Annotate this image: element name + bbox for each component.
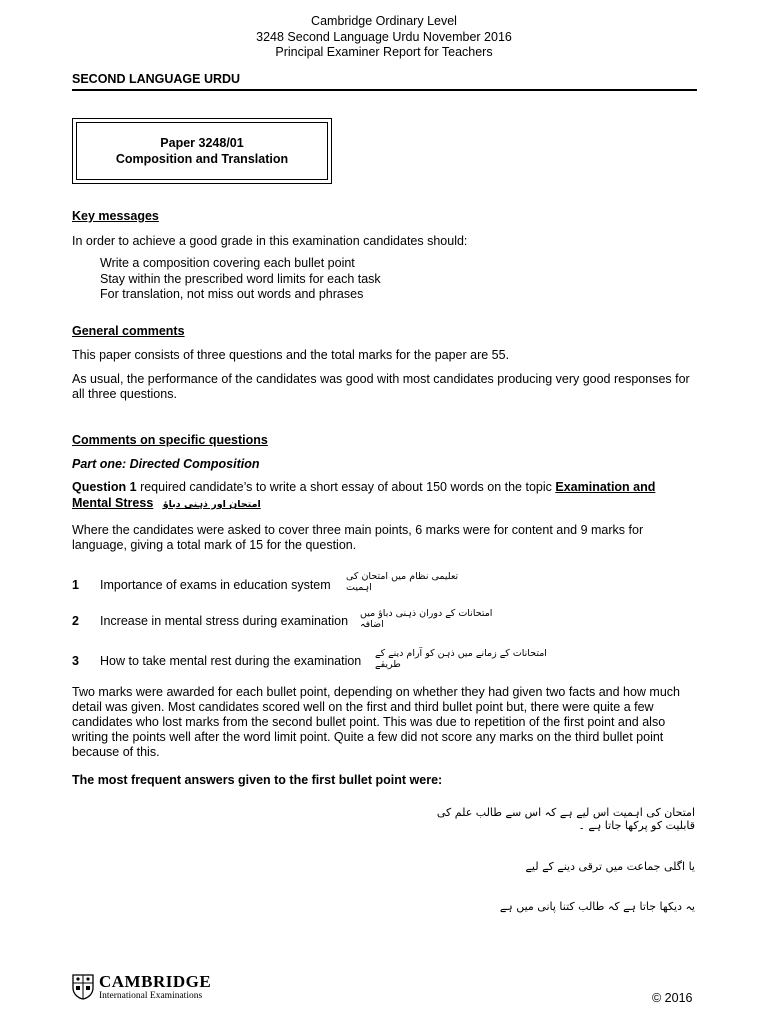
point-number: 3: [72, 654, 79, 668]
general-comments-heading: General comments: [72, 324, 185, 338]
point-number: 2: [72, 614, 79, 628]
report-header-line1: Cambridge Ordinary Level: [311, 14, 457, 28]
question1-marks-para: Where the candidates were asked to cover three main points, 6 marks were for content and 9 marks for language, giving a total mark of 15 for the question.: [72, 523, 644, 552]
part-one-heading: Part one: Directed Composition: [72, 457, 260, 471]
point-urdu: امتحانات کے دوران ذہنی دباؤ میں اضافہ: [360, 608, 493, 630]
question1-text: required candidate’s to write a short essay of about 150 words on the topic: [136, 480, 556, 494]
point-text: Increase in mental stress during examination: [100, 614, 349, 628]
key-message-item: For translation, not miss out words and phrases: [100, 287, 364, 301]
urdu-answer: امتحان کی اہمیت اس لیے ہے کہ اس سے طالب علم کی قابلیت کو پرکھا جاتا ہے ۔: [436, 806, 695, 832]
question1-topic: Examination and: [555, 480, 656, 494]
key-messages-heading: Key messages: [72, 209, 159, 223]
cambridge-shield-icon: [72, 974, 94, 1000]
key-messages-list: [100, 256, 381, 303]
specific-comments-heading: Comments on specific questions: [72, 433, 268, 447]
general-comments-para2: As usual, the performance of the candidates was good with most candidates producing very good responses for all three questions.: [72, 372, 690, 401]
cambridge-logo-text: CAMBRIDGE: [99, 972, 212, 991]
point-text: Importance of exams in education system: [100, 578, 331, 592]
copyright-notice: © 2016: [652, 991, 693, 1005]
urdu-answer: یا اگلی جماعت میں ترقی دینے کے لیے: [525, 860, 695, 873]
question1-topic-line2: [72, 496, 261, 512]
general-comments-para1: This paper consists of three questions and the total marks for the paper are 55.: [72, 348, 510, 362]
marks-explanation-para: Two marks were awarded for each bullet point, depending on whether they had given two facts and how much detail was given. Most candidates scored well on the first and third bullet point but, there were quite a few candidates who lost marks from the second bullet point. This was due to repetition of the first point and also writing the points well after the word limit point. Quite a few did not score any marks on the third bullet point because of this.: [72, 685, 680, 759]
point-number: 1: [72, 578, 79, 592]
paper-number: Paper 3248/01: [160, 136, 244, 150]
paper-box-inner-frame: [76, 122, 328, 180]
urdu-answer: یہ دیکھا جاتا ہے کہ طالب کتنا پانی میں ہے: [499, 900, 695, 913]
header-rule: [72, 89, 697, 91]
point-text: How to take mental rest during the examination: [100, 654, 362, 668]
question1-topic-continued: Mental Stress: [72, 496, 154, 510]
report-header-line3: Principal Examiner Report for Teachers: [275, 45, 493, 59]
point-urdu: تعلیمی نظام میں امتحان کی اہمیت: [346, 571, 459, 593]
frequent-answers-heading: The most frequent answers given to the first bullet point were:: [72, 773, 443, 787]
key-messages-intro: In order to achieve a good grade in this examination candidates should:: [72, 234, 468, 248]
key-message-item: Stay within the prescribed word limits for each task: [100, 271, 381, 286]
question1-topic-urdu: امتحان اور ذہنی دباؤ: [162, 499, 261, 510]
question1-line: [72, 480, 697, 495]
key-message-item: Write a composition covering each bullet point: [100, 256, 355, 270]
question1-label: Question 1: [72, 480, 137, 494]
point-urdu: امتحانات کے زمانے میں ذہن کو آرام دینے کے طریقے: [375, 648, 547, 670]
paper-title: Composition and Translation: [115, 152, 289, 166]
subject-title: SECOND LANGUAGE URDU: [72, 72, 241, 86]
report-header-line2: 3248 Second Language Urdu November 2016: [256, 30, 512, 44]
cambridge-logo-subtitle: International Examinations: [99, 991, 203, 1001]
